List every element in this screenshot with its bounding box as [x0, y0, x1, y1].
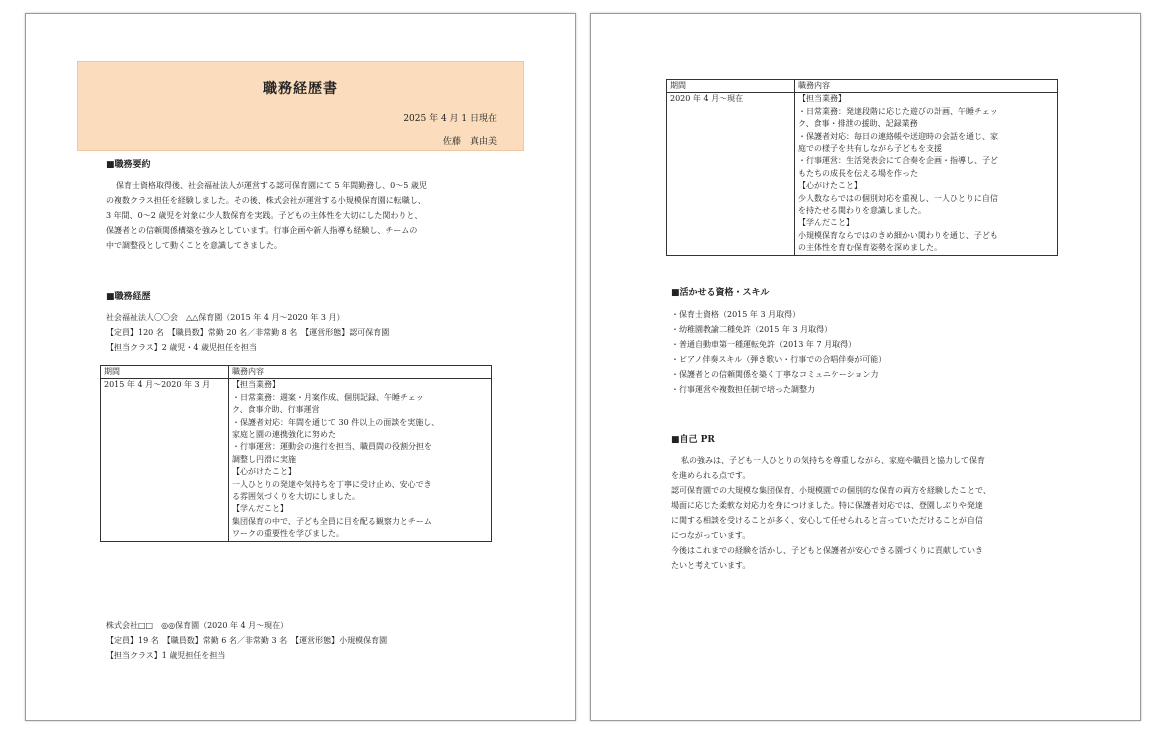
applicant-name: 佐藤 真由美: [442, 137, 497, 147]
job1-period: 2015 年 4 月〜2020 年 3 月: [101, 379, 229, 541]
job1-info: 【定員】120 名 【職員数】常勤 20 名／非常勤 8 名 【運営形態】認可保育園: [106, 328, 390, 337]
job1-content-line: 一人ひとりの発達や気持ちを丁寧に受け止め、安心でき: [232, 479, 432, 489]
pr-line: 認可保育園での大規模な集団保育、小規模園での個別的な保育の両方を経験したことで、: [671, 486, 991, 495]
job1-content-line: 調整し円滑に実施: [232, 454, 296, 464]
page-2: [590, 13, 1141, 721]
job2-content-line: ・行事運営：生活発表会にて合奏を企画・指導し、子ど: [798, 156, 998, 166]
pr-heading: ■自己 PR: [671, 435, 715, 445]
summary-heading: ■職務要約: [106, 160, 151, 170]
job2-content-line: ・保護者対応：毎日の連絡帳や送迎時の会話を通じ、家: [798, 131, 998, 141]
job1-content-line: 家庭と園の連携強化に努めた: [232, 430, 336, 440]
summary-line: の複数クラス担任を経験しました。その後、株式会社が運営する小規模保育園に転職し、: [106, 196, 426, 205]
job1-content-line: ・保護者対応：年間を通じて 30 件以上の面談を実施し、: [232, 417, 440, 427]
skills-list: [671, 307, 886, 397]
document-title: 職務経歴書: [263, 81, 338, 97]
skill-item: ・普通自動車第一種運転免許（2013 年 7 月取得）: [671, 340, 857, 349]
job1-org: 社会福祉法人〇〇会 △△保育園（2015 年 4 月〜2020 年 3 月）: [106, 313, 345, 322]
skill-item: ・保護者との信頼関係を築く丁寧なコミュニケーション力: [671, 370, 879, 379]
job2-class: 【担当クラス】1 歳児担任を担当: [106, 651, 226, 660]
job1-content-line: ク、食事介助、行事運営: [232, 405, 320, 415]
pr-line: 今後はこれまでの経験を活かし、子どもと保護者が安心できる園づくりに貢献していき: [671, 546, 983, 555]
page-1: [25, 13, 576, 721]
job2-content-line: もたちの成長を伝える場を作った: [798, 168, 918, 178]
job2-content-line: 【学んだこと】: [798, 218, 854, 228]
job2-content-line: 【担当業務】: [798, 94, 846, 104]
job2-content-line: ク、食事・排泄の援助、記録業務: [798, 119, 918, 129]
job2-content: [795, 93, 1058, 255]
pr-line: を進められる点です。: [671, 471, 751, 480]
skill-item: ・保育士資格（2015 年 3 月取得）: [671, 310, 801, 319]
job1-col-period: 期間: [101, 366, 229, 379]
job2-org: 株式会社□□ ◎◎保育園（2020 年 4 月〜現在）: [106, 621, 289, 630]
pr-line: につながっています。: [671, 531, 751, 540]
job2-content-line: を持たせる関わりを意識しました。: [798, 206, 926, 216]
skills-heading: ■活かせる資格・スキル: [671, 288, 770, 298]
job2-content-line: ・日常業務：発達段階に応じた遊びの計画、午睡チェッ: [798, 106, 998, 116]
job2-content-line: 小規模保育ならではのきめ細かい関わりを通じ、子ども: [798, 230, 998, 240]
pr-line: たいと考えています。: [671, 561, 751, 570]
header-box: [77, 61, 524, 151]
job1-content-line: ワークの重要性を学びました。: [232, 529, 344, 539]
job1-content-line: 【担当業務】: [232, 380, 280, 390]
history-heading: ■職務経歴: [106, 292, 151, 302]
job2-table: [666, 79, 1058, 256]
job2-content-line: 庭での様子を共有しながら子どもを支援: [798, 144, 942, 154]
pr-line: 私の強みは、子ども一人ひとりの気持ちを尊重しながら、家庭や職員と協力して保育: [681, 456, 985, 465]
job2-period: 2020 年 4 月〜現在: [667, 93, 795, 255]
summary-line: 保護者との信頼関係構築を強みとしています。行事企画や新人指導も経験し、チームの: [106, 226, 418, 235]
summary-line: 中で調整役として動くことを意識してきました。: [106, 241, 282, 250]
job1-content: [229, 379, 492, 541]
job1-col-content: 職務内容: [229, 366, 492, 379]
pr-text: [671, 453, 991, 573]
skill-item: ・幼稚園教諭二種免許（2015 年 3 月取得）: [671, 325, 833, 334]
job2-col-content: 職務内容: [795, 80, 1058, 93]
skill-item: ・ピアノ伴奏スキル（弾き歌い・行事での合唱伴奏が可能）: [671, 355, 887, 364]
summary-line: 3 年間、0〜2 歳児を対象に少人数保育を実践。子どもの主体性を大切にした関わりと、: [106, 211, 423, 220]
job1-content-line: 【心がけたこと】: [232, 467, 296, 477]
job1-class: 【担当クラス】2 歳児・4 歳児担任を担当: [106, 343, 258, 352]
document-date: 2025 年 4 月 1 日現在: [403, 114, 497, 124]
job1-content-line: る雰囲気づくりを大切にしました。: [232, 492, 360, 502]
pr-line: 場面に応じた柔軟な対応力を身につけました。特に保護者対応では、登園しぶりや発達: [671, 501, 983, 510]
job2-content-line: 【心がけたこと】: [798, 181, 862, 191]
job2-info: 【定員】19 名 【職員数】常勤 6 名／非常勤 3 名 【運営形態】小規模保育園: [106, 636, 388, 645]
job1-content-line: 集団保育の中で、子ども全員に目を配る観察力とチーム: [232, 516, 432, 526]
job1-content-line: ・行事運営：運動会の進行を担当、職員間の役割分担を: [232, 442, 432, 452]
job2-col-period: 期間: [667, 80, 795, 93]
job1-content-line: 【学んだこと】: [232, 504, 288, 514]
job2-content-line: の主体性を育む保育姿勢を深めました。: [798, 243, 942, 253]
summary-text: [106, 178, 427, 253]
job1-table: [100, 365, 492, 542]
job1-content-line: ・日常業務：週案・月案作成、個別記録、午睡チェッ: [232, 392, 424, 402]
pr-line: に関する相談を受けることが多く、安心して任せられると言っていただけることが自信: [671, 516, 983, 525]
skill-item: ・行事運営や複数担任制で培った調整力: [671, 385, 815, 394]
summary-line: 保育士資格取得後、社会福祉法人が運営する認可保育園にて 5 年間勤務し、0〜5 歳児: [116, 181, 427, 190]
job2-content-line: 少人数ならではの個別対応を重視し、一人ひとりに自信: [798, 193, 998, 203]
